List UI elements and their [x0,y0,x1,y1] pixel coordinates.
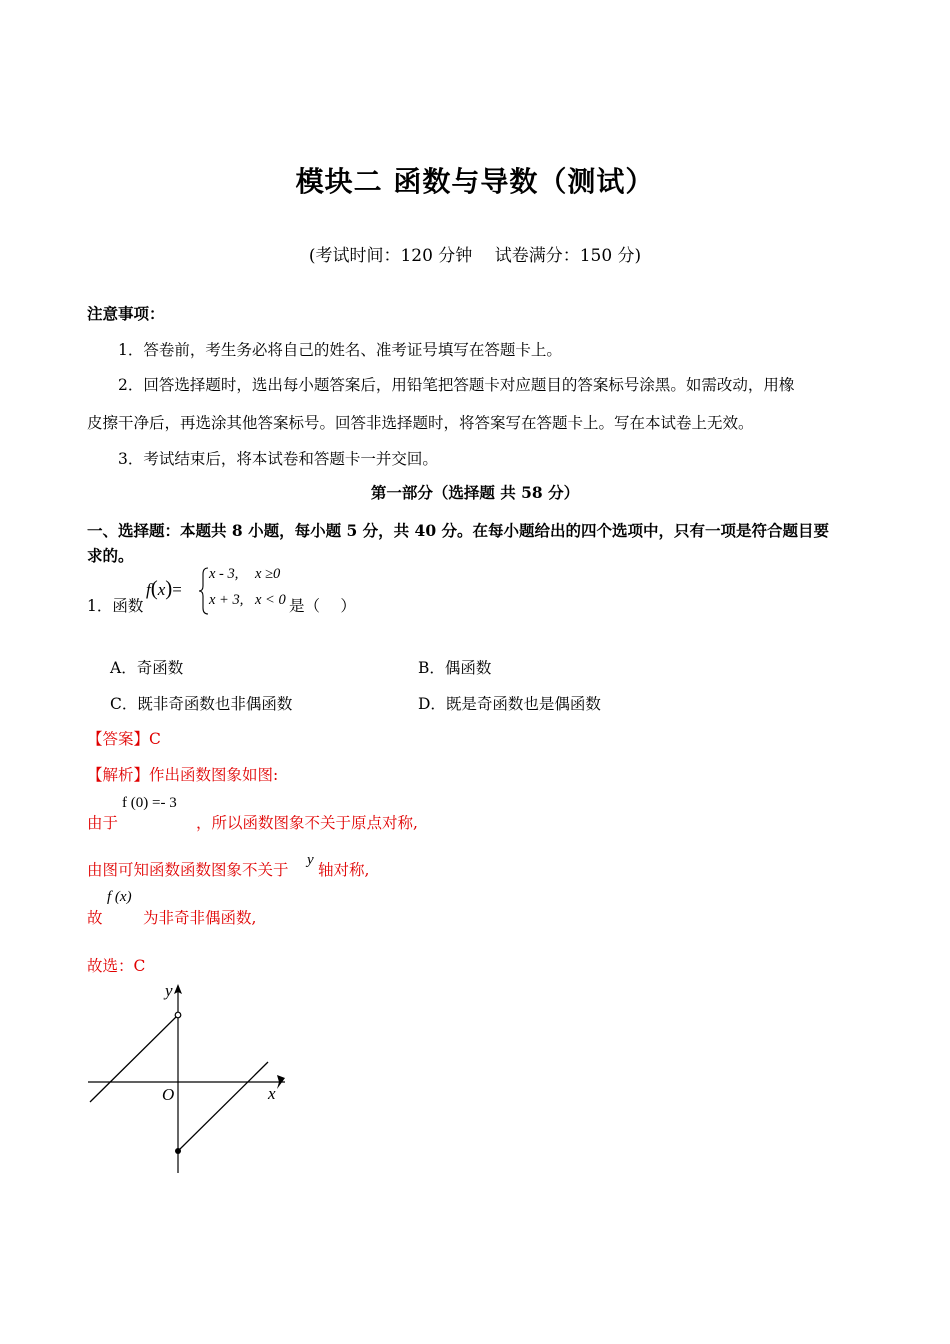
solution-line-2-var: y [307,852,314,868]
solution-line-2-prefix: 由图可知函数函数图象不关于 [87,861,289,879]
solution-line-3-prefix: 故 [87,909,103,927]
notice-item-1: 1．答卷前，考生务必将自己的姓名、准考证号填写在答题卡上。 [118,341,562,359]
solution-line-1-math: f (0) =- 3 [122,795,177,811]
option-a: A．奇函数 [110,659,184,677]
y-axis-label: y [165,981,173,1000]
question-1-suffix: 是（ ） [289,597,356,615]
piecewise-case-1-expr: x - 3, [209,566,239,582]
notice-item-2-line-1: 2．回答选择题时，选出每小题答案后，用铅笔把答题卡对应题目的答案标号涂黑。如需改动，用橡 [118,376,795,394]
question-1-formula-lhs: f(x)= [146,576,182,600]
piecewise-case-2-expr: x + 3, [209,592,244,608]
analysis-label: 【解析】 [87,766,150,784]
solution-line-3-suffix: 为非奇非偶函数, [143,909,257,927]
option-c: C．既非奇函数也非偶函数 [110,695,293,713]
function-graph [80,978,295,1178]
open-endpoint [175,1012,181,1018]
answer-line: 【答案】C [87,730,161,748]
solution-line-3-math: f (x) [107,889,132,905]
exam-info: (考试时间：120 分钟 试卷满分：150 分) [308,246,642,266]
closed-endpoint [175,1148,181,1154]
analysis-text: 作出函数图象如图: [149,766,279,784]
part-heading: 第一部分（选择题 共 58 分） [370,483,580,502]
section-instructions-line-1: 一、选择题：本题共 8 小题，每小题 5 分，共 40 分。在每小题给出的四个选项中，只有一项是符合题目要 [87,521,830,540]
solution-line-2-suffix: 轴对称, [318,861,370,879]
piecewise-case-2-cond: x < 0 [255,592,286,608]
option-b: B．偶函数 [418,659,492,677]
graph-line-right [178,1062,268,1151]
solution-line-1-prefix: 由于 [87,814,119,832]
notice-item-3: 3．考试结束后，将本试卷和答题卡一并交回。 [118,450,438,468]
page-title: 模块二 函数与导数（测试） [295,165,655,198]
solution-line-1-suffix: ，所以函数图象不关于原点对称, [196,814,418,832]
notice-item-2-line-2: 皮擦干净后，再选涂其他答案标号。回答非选择题时，将答案写在答题卡上。写在本试卷上无效。 [87,414,754,432]
conclusion-line: 故选：C [87,957,146,975]
analysis-line [87,763,278,785]
question-1-prefix: 1．函数 [87,597,144,615]
section-instructions-line-2: 求的。 [87,546,134,565]
x-axis-label: x [268,1084,276,1103]
piecewise-case-1-cond: x ≥0 [255,566,281,582]
origin-label: O [162,1085,175,1104]
option-d: D．既是奇函数也是偶函数 [418,695,601,713]
notice-heading: 注意事项： [87,304,165,323]
